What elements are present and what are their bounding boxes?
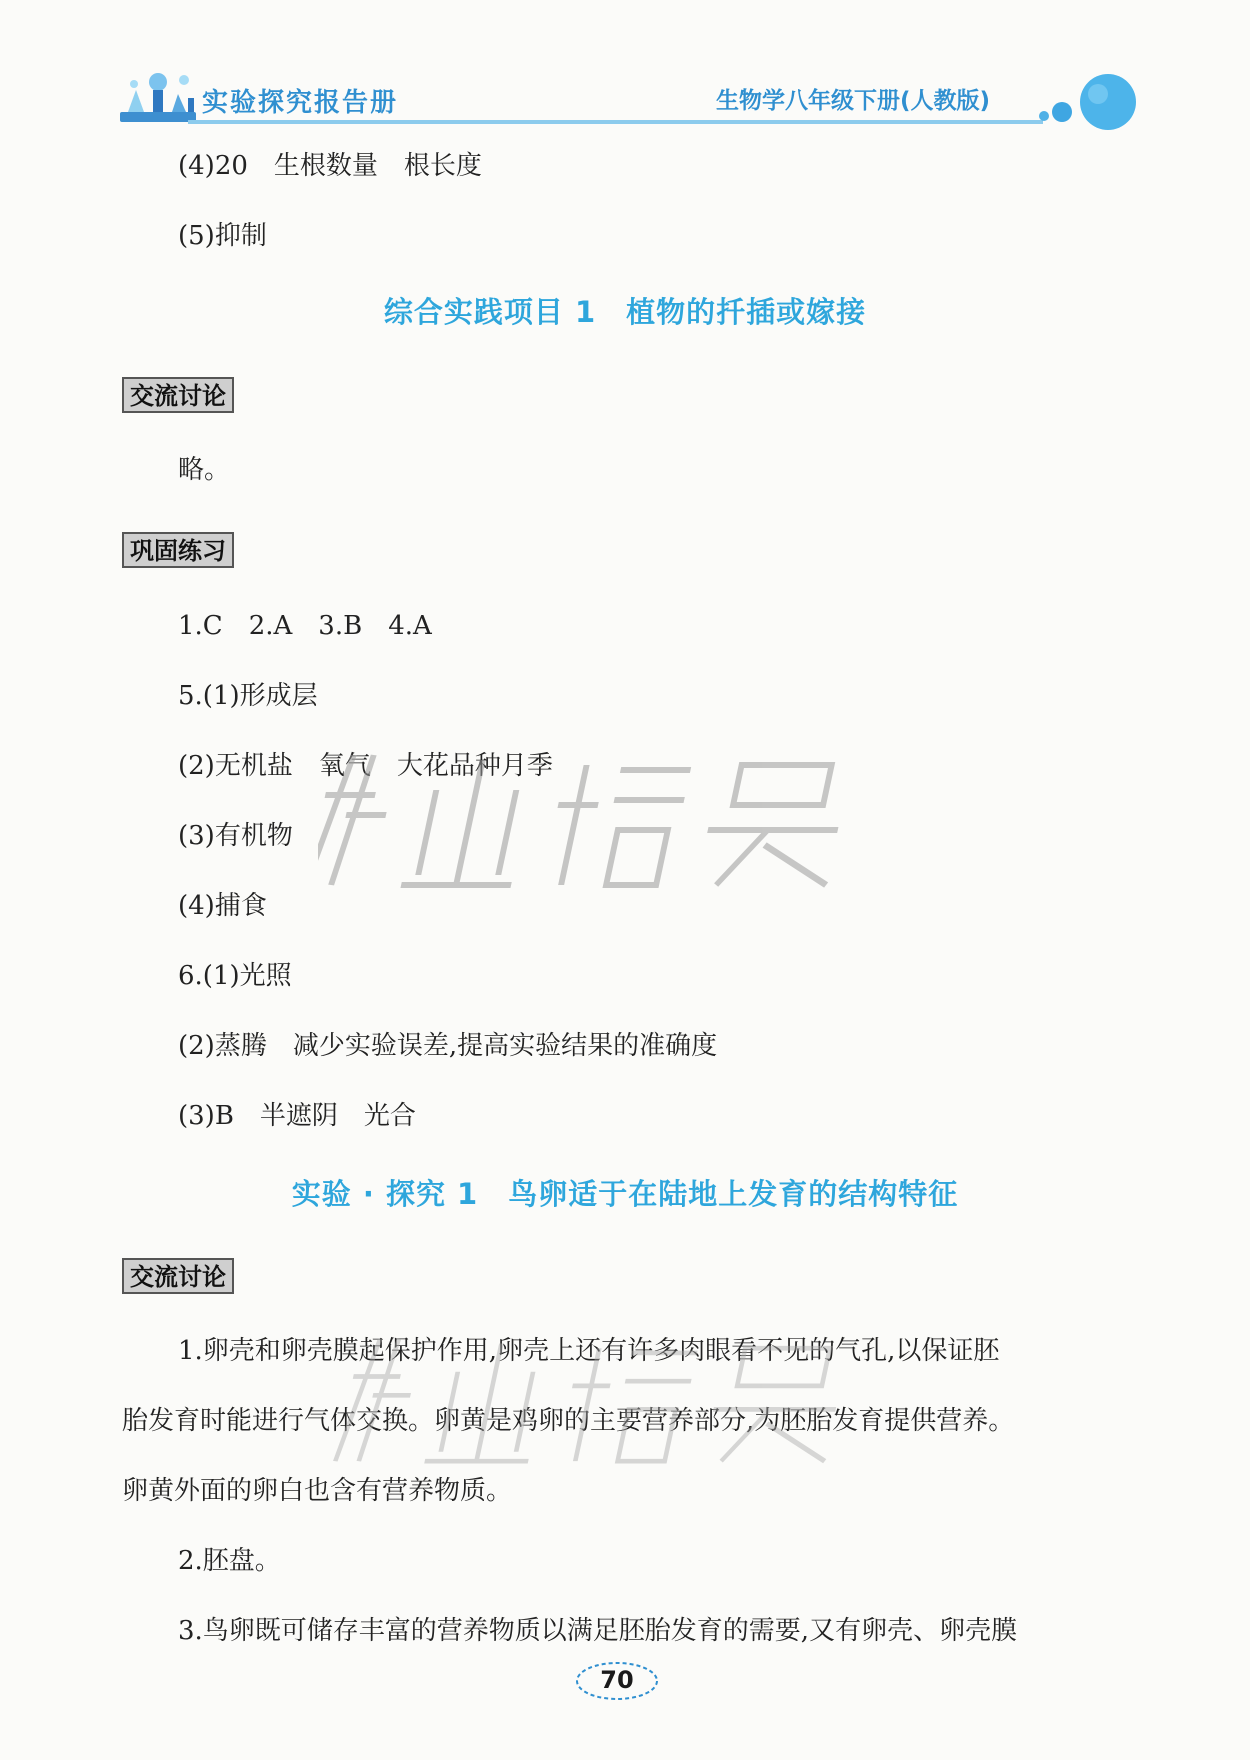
answer-line-4: (4)20 生根数量 根长度 xyxy=(178,151,482,181)
discussion-answer: 略。 xyxy=(178,455,231,485)
practice-line: 1.C 2.A 3.B 4.A xyxy=(178,611,432,641)
practice-line: (2)无机盐 氧气 大花品种月季 xyxy=(178,751,553,781)
lab-icon xyxy=(118,68,200,128)
tag-practice: 巩固练习 xyxy=(122,532,234,568)
page-header xyxy=(118,62,1118,132)
section-title-experiment-1: 实验 · 探究 1 鸟卵适于在陆地上发育的结构特征 xyxy=(291,1177,959,1211)
answer-line-5: (5)抑制 xyxy=(178,221,267,251)
section-title-project-1: 综合实践项目 1 植物的扦插或嫁接 xyxy=(383,295,867,329)
practice-line: (3)有机物 xyxy=(178,821,293,851)
practice-line: (4)捕食 xyxy=(178,891,267,921)
bubble-decoration-icon xyxy=(1036,72,1148,136)
paragraph-line: 1.卵壳和卵壳膜起保护作用,卵壳上还有许多肉眼看不见的气孔,以保证胚 xyxy=(178,1336,1000,1366)
practice-line: 5.(1)形成层 xyxy=(178,681,318,711)
practice-line: (2)蒸腾 减少实验误差,提高实验结果的准确度 xyxy=(178,1031,718,1061)
page-number xyxy=(575,1660,659,1702)
header-left-title: 实验探究报告册 xyxy=(202,88,399,118)
tag-discussion: 交流讨论 xyxy=(122,377,234,413)
header-right-title: 生物学八年级下册(人教版) xyxy=(716,88,991,114)
practice-line: (3)B 半遮阴 光合 xyxy=(178,1101,416,1131)
page-number-label: 70 xyxy=(600,1666,634,1694)
header-divider xyxy=(188,120,1043,124)
paragraph-line: 胎发育时能进行气体交换。卵黄是鸡卵的主要营养部分,为胚胎发育提供营养。 xyxy=(122,1406,1015,1436)
answer-item-3: 3.鸟卵既可储存丰富的营养物质以满足胚胎发育的需要,又有卵壳、卵壳膜 xyxy=(178,1616,1018,1646)
paragraph-line: 卵黄外面的卵白也含有营养物质。 xyxy=(122,1476,513,1506)
practice-line: 6.(1)光照 xyxy=(178,961,292,991)
tag-discussion-2: 交流讨论 xyxy=(122,1258,234,1294)
answer-item-2: 2.胚盘。 xyxy=(178,1546,281,1576)
